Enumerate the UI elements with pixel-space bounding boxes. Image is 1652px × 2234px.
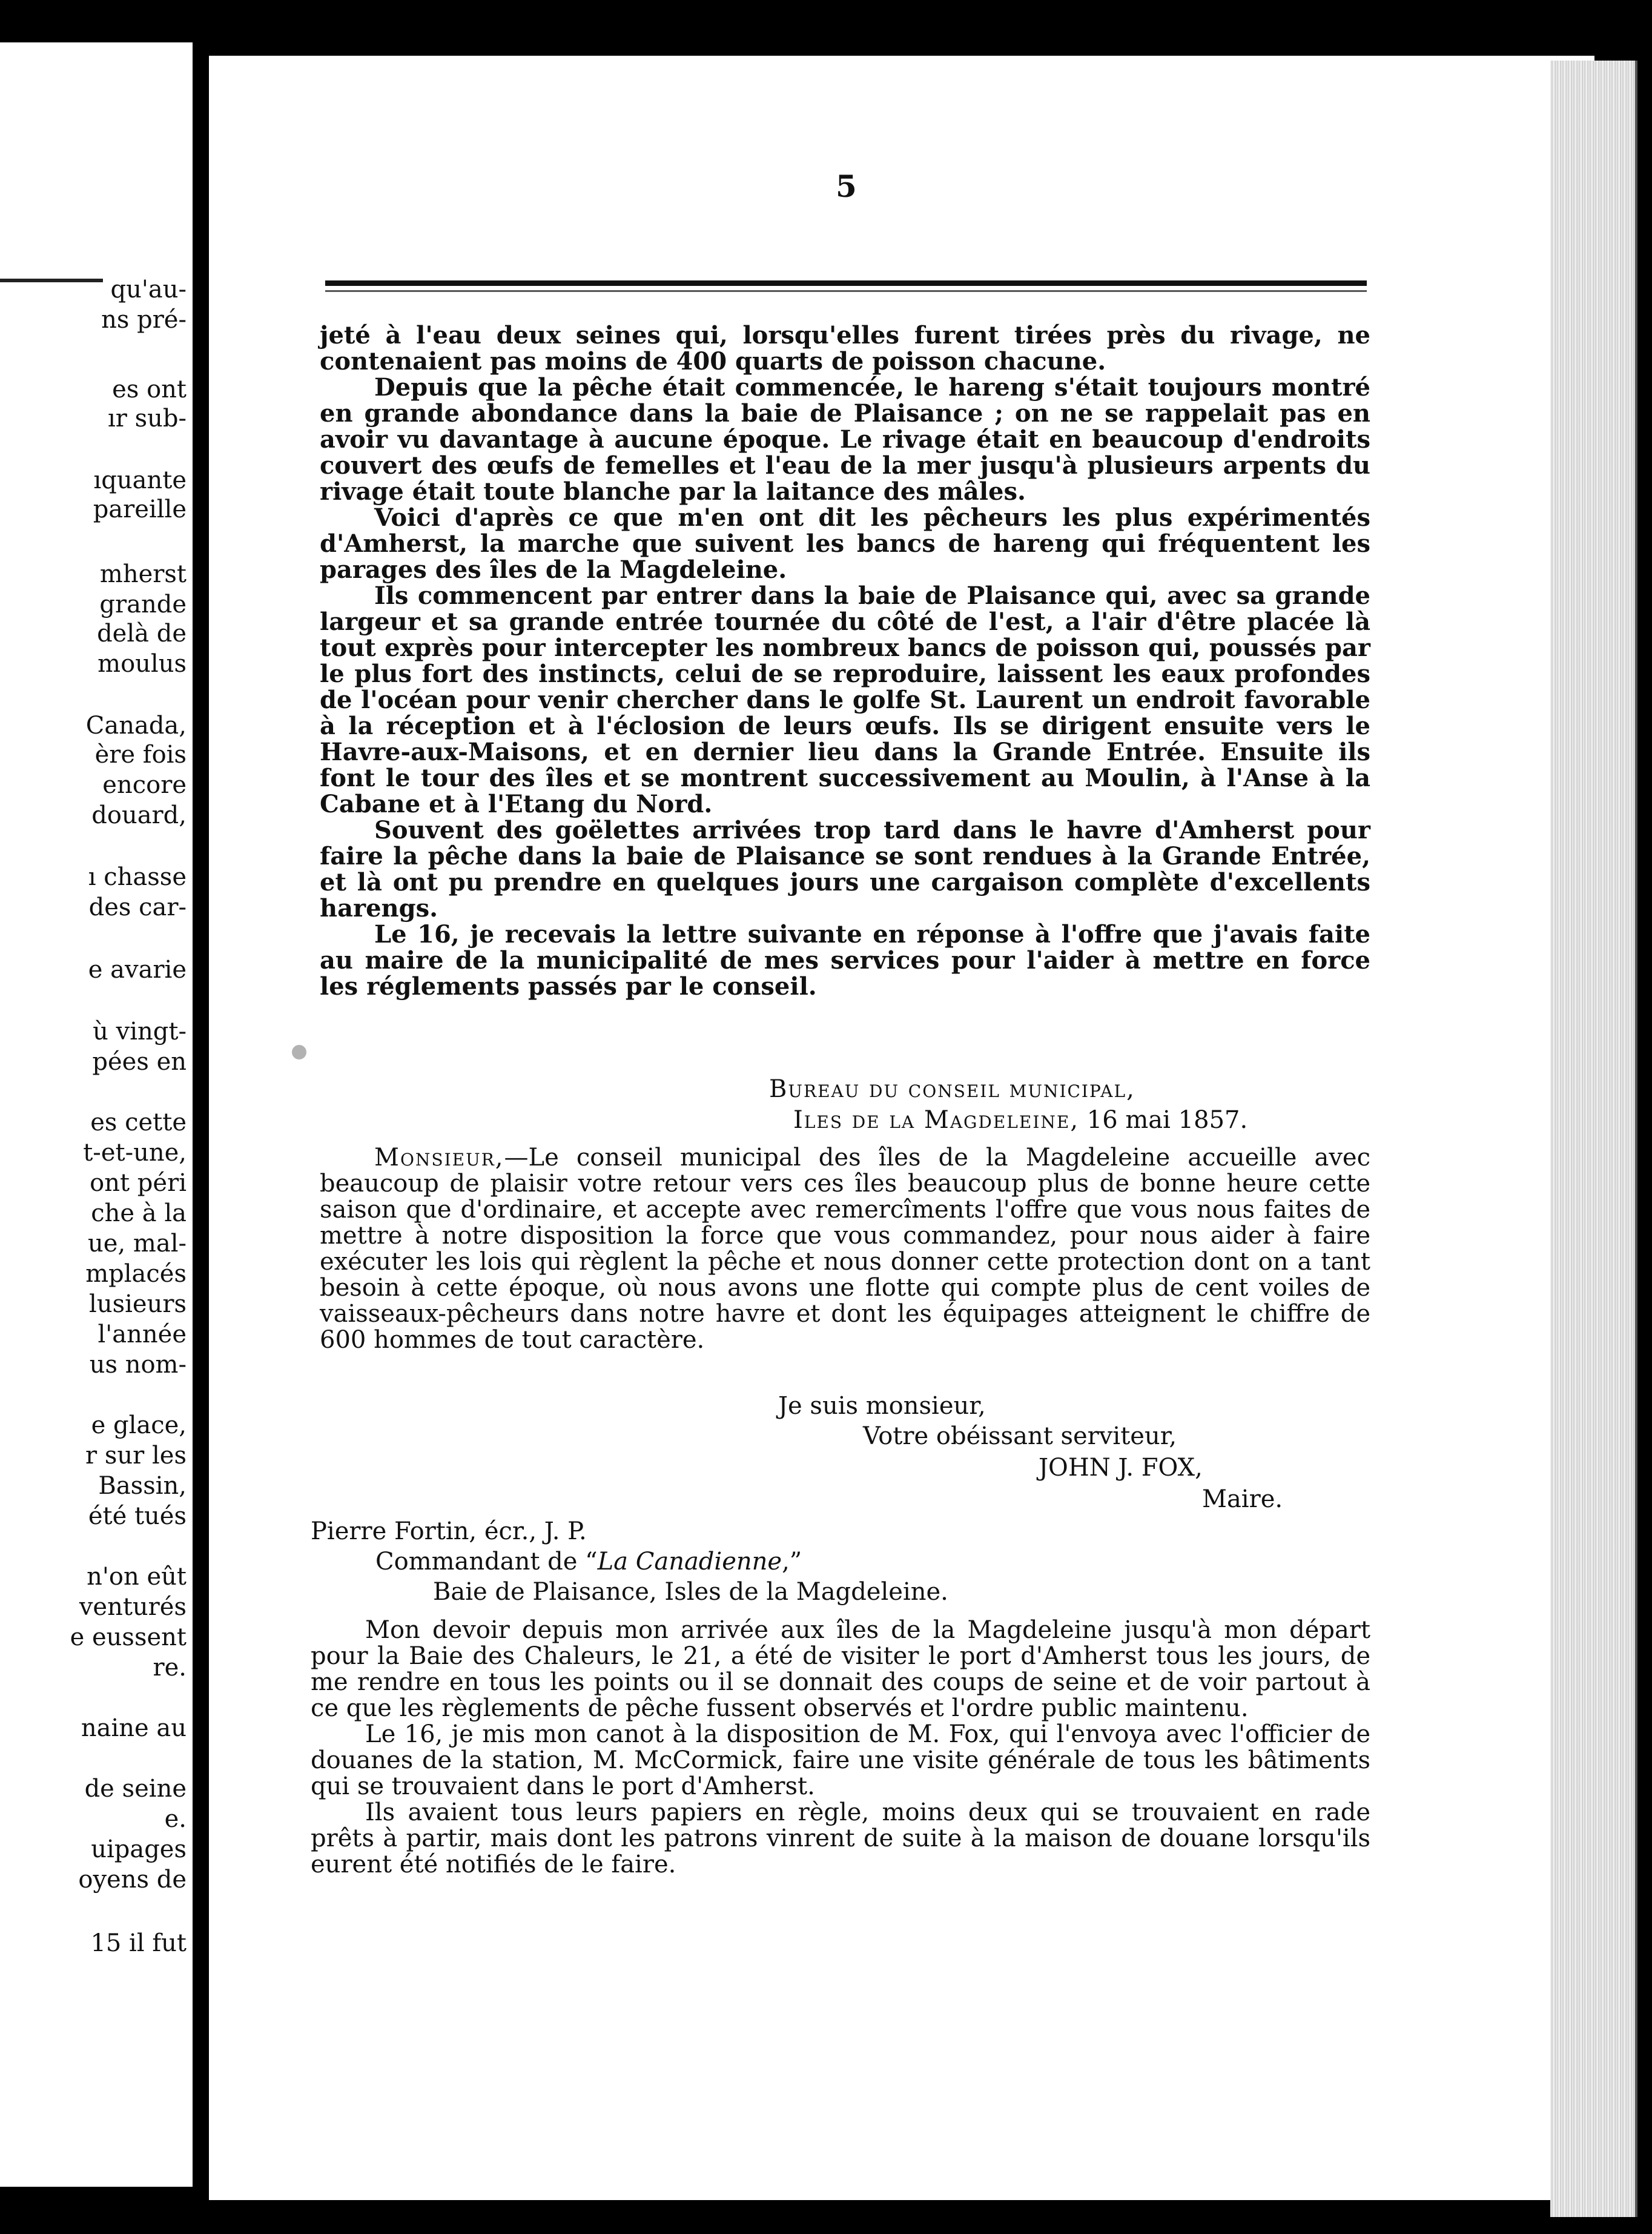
paragraph-5: Souvent des goëlettes arrivées trop tard dans le havre d'Amherst pour faire la pêche dans la baie de Plaisance se sont rendues à la Grande Entrée, et là ont pu prendre en quelques jours une cargaison complète d'excellents harengs. — [320, 816, 1370, 923]
left-page-line: ue, mal- — [88, 1230, 187, 1258]
paragraph-8: Le 16, je mis mon canot à la disposition de M. Fox, qui l'envoya avec l'officier de douanes de la station, M. McCormick, faire une visite générale de tous les bâtiments qui se trouvaient dans le port d'Amherst. — [311, 1720, 1370, 1800]
ship-name: La Canadienne — [597, 1548, 782, 1576]
paragraph-2: Depuis que la pêche était commencée, le hareng s'était toujours montré en grande abondance dans la baie de Plaisance ; on ne se rappelait pas en avoir vu davantage à aucune époque. Le rivage était en beaucoup d'endroits couvert des œufs de femelles et l'eau de la mer jusqu'à plusieurs arpents du rivage était toute blanche par la laitance des mâles. — [320, 373, 1370, 506]
page-edges — [1550, 61, 1637, 2217]
left-page-line: des car- — [88, 893, 187, 921]
left-page-line: pées en — [92, 1048, 187, 1076]
address-line-3: Baie de Plaisance, Isles de la Magdeleine. — [433, 1578, 948, 1606]
left-page-line: es ont — [112, 376, 187, 403]
address-line-2 — [375, 1548, 802, 1576]
letter-date: 16 mai 1857. — [1086, 1106, 1248, 1134]
paragraph-4: Ils commencent par entrer dans la baie de Plaisance qui, avec sa grande largeur et sa grande entrée tournée du côté de l'est, a l'air d'être placée là tout exprès pour intercepter les nombreux bancs de poisson qui, poussés par le plus fort des instincts, celui de se reproduire, laissent les eaux profondes de l'océan pour venir chercher dans le golfe St. Laurent un endroit favorable à la réception et à l'éclosion de leurs œufs. Ils se dirigent ensuite vers le Havre-aux-Maisons, et en dernier lieu dans la Grande Entrée. Ensuite ils font le tour des îles et se montrent successivement au Moulin, à l'Anse à la Cabane et à l'Etang du Nord. — [320, 582, 1370, 818]
left-page-line: delà de — [97, 620, 187, 648]
paragraph-3: Voici d'après ce que m'en ont dit les pêcheurs les plus expérimentés d'Amherst, la marche que suivent les bancs de hareng qui fréquentent les parages des îles de la Magdeleine. — [320, 503, 1370, 584]
left-page-line: de seine — [84, 1775, 187, 1803]
page-number: 5 — [836, 168, 857, 204]
page-smudge — [292, 1045, 306, 1059]
letter-heading-office: Bureau du conseil municipal, — [769, 1075, 1135, 1103]
left-page-line: ı chasse — [88, 863, 187, 891]
left-page-line: mplacés — [85, 1260, 187, 1288]
paragraph-9: Ils avaient tous leurs papiers en règle, moins deux qui se trouvaient en rade prêts à partir, mais dont les patrons vinrent de suite à la maison de douane lorsqu'ils eurent été notifiés de le faire. — [311, 1798, 1370, 1878]
left-page-line: ère fois — [94, 741, 187, 769]
letter-salutation: Monsieur, — [374, 1144, 504, 1172]
left-page-line: moulus — [97, 650, 187, 678]
left-page-line: Bassin, — [98, 1472, 187, 1500]
address-prefix: Commandant de “ — [375, 1548, 598, 1576]
left-page-line: été tués — [88, 1502, 187, 1530]
left-page-line: oyens de — [78, 1866, 187, 1894]
left-page-line: ır sub- — [107, 405, 187, 433]
letter-paragraph — [320, 1145, 1370, 1353]
left-page-line: e glace, — [91, 1411, 187, 1439]
left-page-line: che à la — [91, 1199, 187, 1227]
left-page-line: Canada, — [85, 712, 187, 740]
body-bold-section — [320, 322, 1370, 999]
left-page-line: l'année — [97, 1321, 187, 1348]
letter-closing: Je suis monsieur, — [778, 1392, 986, 1420]
letter-body — [320, 1145, 1370, 1353]
left-page-fragment — [0, 42, 193, 2187]
paragraph-7: Mon devoir depuis mon arrivée aux îles de la Magdeleine jusqu'à mon départ pour la Baie des Chaleurs, le 21, a été de visiter le port d'Amherst tous les jours, de me rendre en tous les points ou il se donnait des coups de seine et de voir partout à ce que les règlements de pêche fussent observés et l'ordre public maintenu. — [311, 1616, 1370, 1722]
left-page-line: mherst — [99, 560, 187, 588]
left-page-line: ıquante — [93, 466, 187, 494]
left-page-line: ù vingt- — [93, 1018, 187, 1046]
letter-place: Iles de la Magdeleine, — [793, 1106, 1080, 1134]
address-line-1: Pierre Fortin, écr., J. P. — [311, 1517, 587, 1545]
left-page-line: ont péri — [90, 1169, 187, 1197]
paragraph-6: Le 16, je recevais la lettre suivante en réponse à l'offre que j'avais faite au maire de la municipalité de mes services pour l'aider à mettre en force les réglements passés par le conseil. — [320, 920, 1370, 1001]
left-page-line: pareille — [93, 496, 187, 523]
letter-signature: JOHN J. FOX, — [1039, 1454, 1203, 1482]
left-page-line: es cette — [90, 1109, 187, 1136]
left-page-line: qu'au- — [110, 276, 187, 303]
closing-body — [311, 1617, 1370, 1878]
left-page-line: r sur les — [85, 1442, 187, 1470]
left-page-line: naine au — [81, 1714, 187, 1742]
left-page-line: lusieurs — [89, 1290, 187, 1318]
header-rule — [325, 280, 1367, 286]
address-suffix: ,” — [782, 1548, 802, 1576]
left-page-line: douard, — [91, 801, 187, 829]
left-page-line: t-et-une, — [83, 1139, 187, 1167]
left-page-line: 15 il fut — [90, 1929, 187, 1957]
left-page-line: uipages — [91, 1835, 187, 1863]
left-page-line: n'on eût — [87, 1563, 187, 1591]
left-page-line: e avarie — [88, 956, 187, 984]
left-page-line: e eussent — [70, 1623, 187, 1651]
left-page-line: re. — [153, 1654, 187, 1682]
left-page-line: venturés — [79, 1593, 187, 1621]
left-page-line: encore — [102, 771, 187, 799]
left-page-line: e. — [164, 1805, 187, 1833]
left-page-line: grande — [99, 591, 187, 618]
letter-text: —Le conseil municipal des îles de la Magdeleine accueille avec beaucoup de plaisir votre retour vers ces îles beaucoup plus de bonne heure cette saison que d'ordinaire, et accepte avec remercîments l'offre que vous nous faites de mettre à notre disposition la force que vous commandez, pour nous aider à faire exécuter les lois qui règlent la pêche et nous donner cette protection dont on a tant besoin à cette époque, où nous avons une flotte qui compte plus de cent voiles de vaisseaux-pêcheurs dans notre havre et dont les équipages atteignent le chiffre de 600 hommes de tout caractère. — [320, 1144, 1370, 1354]
letter-signatory-title: Maire. — [1202, 1485, 1283, 1513]
paragraph-1: jeté à l'eau deux seines qui, lorsqu'elles furent tirées près du rivage, ne contenaient pas moins de 400 quarts de poisson chacune. — [320, 321, 1370, 376]
left-page-line: us nom- — [89, 1351, 187, 1379]
header-rule-thin — [325, 290, 1367, 292]
letter-closing-servant: Votre obéissant serviteur, — [863, 1422, 1177, 1450]
letter-heading-dateline — [793, 1106, 1247, 1134]
left-page-line: ns pré- — [101, 306, 187, 334]
